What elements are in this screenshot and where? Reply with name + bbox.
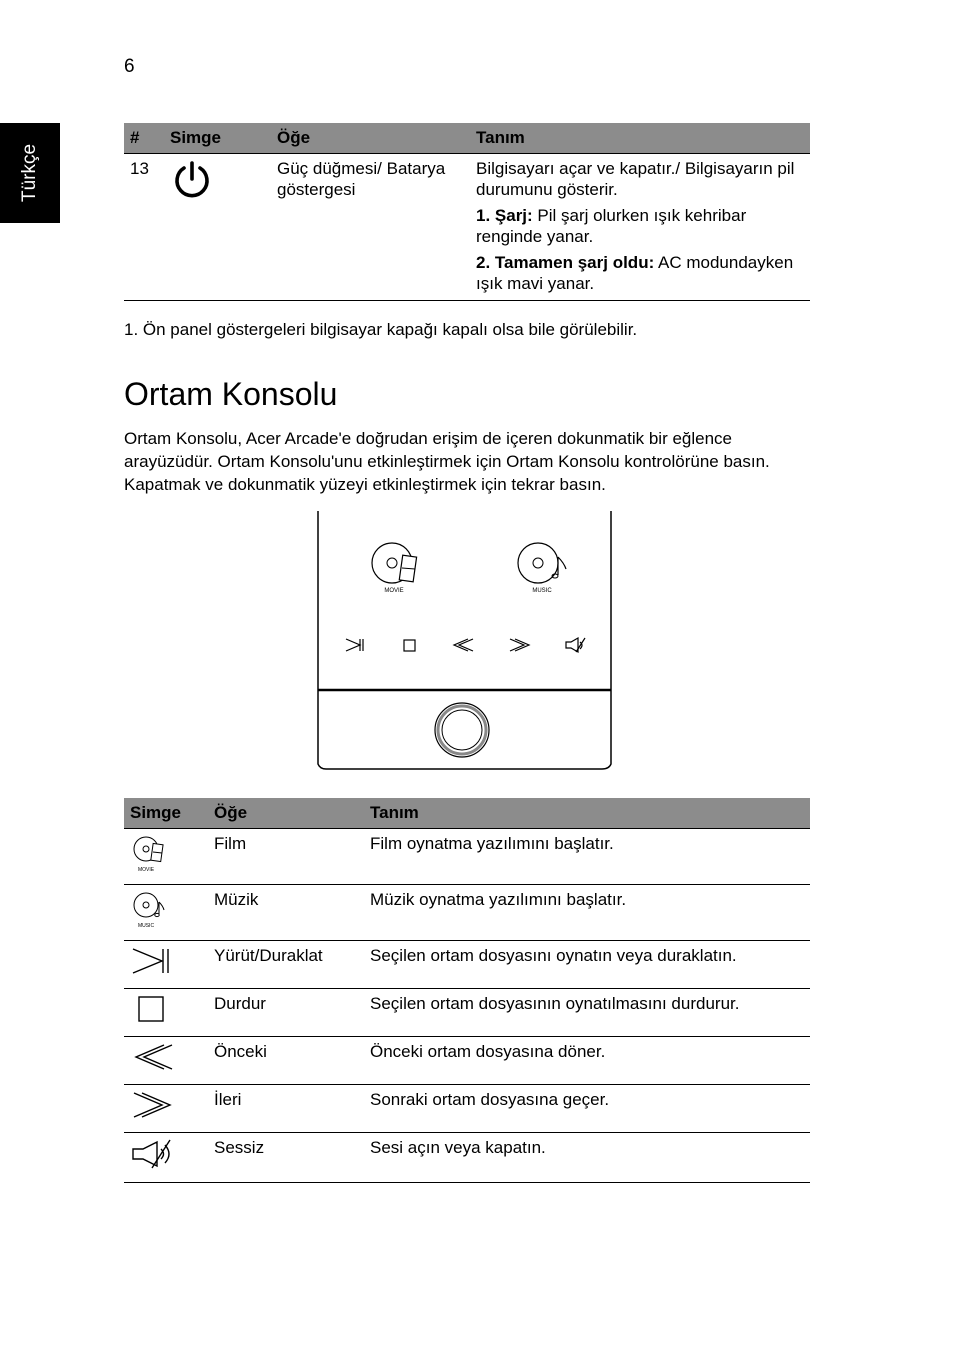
device-play-pause-icon: [346, 639, 363, 651]
desc-main: Bilgisayarı açar ve kapatır./ Bilgisayarın pil durumunu gösterir.: [476, 159, 795, 199]
item-label: İleri: [208, 1085, 364, 1133]
section-heading: Ortam Konsolu: [124, 376, 338, 412]
device-previous-icon: [454, 639, 473, 651]
item-label: Önceki: [208, 1037, 364, 1085]
item-description: Seçilen ortam dosyasının oynatılmasını durdurur.: [364, 989, 810, 1037]
col-header-icon: Simge: [124, 798, 208, 829]
table-row: [124, 1133, 810, 1183]
device-music-label: MUSIC: [532, 588, 552, 594]
table-header-row: [124, 123, 810, 154]
page-number: 6: [124, 56, 135, 77]
device-stop-icon: [404, 640, 415, 651]
table-row: [124, 989, 810, 1037]
item-label: Müzik: [208, 885, 364, 941]
device-music-icon: [518, 543, 566, 594]
col-header-num: #: [124, 123, 164, 154]
col-header-item: Öğe: [271, 123, 470, 154]
item-description: Önceki ortam dosyasına döner.: [364, 1037, 810, 1085]
row-item: Güç düğmesi/ Batarya göstergesi: [271, 154, 470, 301]
table-row: [124, 154, 810, 301]
item-label: Sessiz: [208, 1133, 364, 1183]
item-label: Durdur: [208, 989, 364, 1037]
language-tab: [0, 123, 60, 223]
item-description: Seçilen ortam dosyasını oynatın veya duraklatın.: [364, 941, 810, 989]
row-description: [470, 154, 810, 301]
device-movie-label: MOVIE: [384, 588, 404, 594]
col-header-desc: Tanım: [364, 798, 810, 829]
movie-icon-label: MOVIE: [137, 867, 155, 873]
music-icon-label: MUSIC: [137, 923, 155, 929]
mute-icon: [124, 1133, 208, 1183]
item-label: Yürüt/Duraklat: [208, 941, 364, 989]
next-icon: [124, 1085, 208, 1133]
movie-icon: [124, 829, 208, 885]
stop-icon: [124, 989, 208, 1037]
power-icon: [164, 154, 271, 301]
device-movie-icon: [372, 543, 417, 594]
row-number: 13: [124, 154, 164, 301]
music-icon: [124, 885, 208, 941]
play-pause-icon: [124, 941, 208, 989]
item-description: Film oynatma yazılımını başlatır.: [364, 829, 810, 885]
desc-charging: 1. Şarj: Pil şarj olurken ışık kehribar renginde yanar.: [476, 206, 747, 246]
table-row: [124, 885, 810, 941]
item-description: Sonraki ortam dosyasına geçer.: [364, 1085, 810, 1133]
previous-icon: [124, 1037, 208, 1085]
table-row: [124, 941, 810, 989]
item-description: Müzik oynatma yazılımını başlatır.: [364, 885, 810, 941]
device-next-icon: [510, 639, 529, 651]
table-row: [124, 1037, 810, 1085]
col-header-desc: Tanım: [470, 123, 810, 154]
device-mute-icon: [566, 638, 585, 652]
table-row: [124, 1085, 810, 1133]
item-description: Sesi açın veya kapatın.: [364, 1133, 810, 1183]
col-header-item: Öğe: [208, 798, 364, 829]
indicator-table: [124, 123, 810, 301]
intro-paragraph: Ortam Konsolu, Acer Arcade'e doğrudan erişim de içeren dokunmatik bir eğlence arayüzüdür. Ortam Konsolu'unu etkinleştirmek için Ortam Konsolu kontrolörüne basın. Kapatmak ve dokunmatik yüzeyi etkinleştirmek için tekrar basın.: [124, 429, 770, 494]
footnote: 1. Ön panel göstergeleri bilgisayar kapağı kapalı olsa bile görülebilir.: [124, 320, 638, 339]
media-console-table: [124, 798, 810, 1183]
media-console-illustration: [314, 509, 614, 774]
media-console-button[interactable]: [435, 703, 489, 757]
language-tab-label: Türkçe: [19, 143, 40, 203]
table-header-row: [124, 798, 810, 829]
col-header-icon: Simge: [164, 123, 271, 154]
item-label: Film: [208, 829, 364, 885]
table-row: [124, 829, 810, 885]
desc-full: 2. Tamamen şarj oldu: AC modundayken ışık mavi yanar.: [476, 253, 794, 293]
